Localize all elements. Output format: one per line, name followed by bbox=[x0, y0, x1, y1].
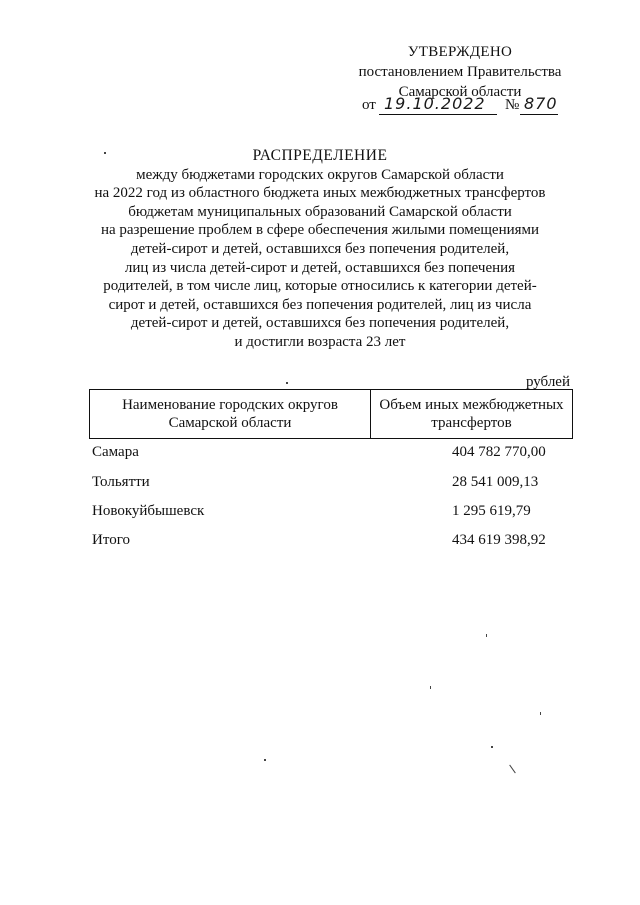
subtitle-line: детей-сирот и детей, оставшихся без попечения родителей, bbox=[130, 315, 510, 332]
scan-speck bbox=[286, 382, 288, 384]
handwritten-date: 19.10.2022 bbox=[384, 94, 486, 113]
table-row bbox=[92, 532, 572, 554]
header-district-name bbox=[90, 390, 370, 438]
approval-line-1: постановлением Правительства bbox=[358, 64, 562, 80]
subtitle-line: бюджетам муниципальных образований Самарской области bbox=[128, 203, 512, 220]
table-header bbox=[89, 389, 573, 439]
subtitle-line: между бюджетами городских округов Самарской области bbox=[136, 166, 504, 183]
document-title-block bbox=[60, 147, 580, 352]
scan-speck bbox=[509, 765, 516, 774]
scan-speck bbox=[264, 759, 266, 761]
table-row bbox=[92, 474, 572, 496]
row-value: 434 619 398,92 bbox=[452, 532, 546, 548]
subtitle-line: на разрешение проблем в сфере обеспечения жилыми помещениями bbox=[100, 222, 540, 239]
row-name: Самара bbox=[92, 444, 139, 460]
table-row bbox=[92, 444, 572, 466]
scan-speck bbox=[430, 686, 431, 689]
scan-speck bbox=[486, 634, 487, 637]
row-value: 404 782 770,00 bbox=[452, 444, 546, 460]
header-line: Наименование городских округов bbox=[122, 397, 338, 413]
row-name: Тольятти bbox=[92, 474, 150, 490]
approval-line-2: Самарской области bbox=[398, 84, 522, 100]
currency-unit: рублей bbox=[525, 374, 570, 390]
scan-speck bbox=[540, 712, 541, 715]
handwritten-number: 870 bbox=[524, 94, 558, 113]
date-prefix: от bbox=[362, 97, 376, 113]
subtitle-line: сирот и детей, оставшихся без попечения родителей, лиц из числа bbox=[108, 296, 532, 313]
row-name: Итого bbox=[92, 532, 130, 548]
subtitle-line: и достигли возраста 23 лет bbox=[234, 333, 406, 350]
subtitle-line: на 2022 год из областного бюджета иных межбюджетных трансфертов bbox=[94, 185, 546, 202]
header-line: трансфертов bbox=[431, 415, 512, 431]
header-line: Самарской области bbox=[168, 415, 292, 431]
subtitle-line: родителей, в том числе лиц, которые относились к категории детей- bbox=[103, 278, 537, 295]
document-title: РАСПРЕДЕЛЕНИЕ bbox=[252, 147, 388, 164]
table-row bbox=[92, 503, 572, 525]
header-line: Объем иных межбюджетных bbox=[379, 397, 564, 413]
approval-heading: УТВЕРЖДЕНО bbox=[407, 44, 513, 60]
approval-date-line bbox=[362, 96, 572, 118]
header-transfer-amount bbox=[370, 390, 572, 438]
scan-speck bbox=[491, 746, 493, 748]
approval-block bbox=[340, 42, 580, 102]
subtitle-line: детей-сирот и детей, оставшихся без попечения родителей, bbox=[130, 240, 510, 257]
row-name: Новокуйбышевск bbox=[92, 503, 205, 519]
subtitle-line: лиц из числа детей-сирот и детей, оставшихся без попечения bbox=[124, 259, 516, 276]
number-prefix: № bbox=[505, 97, 520, 113]
row-value: 28 541 009,13 bbox=[452, 474, 539, 490]
scan-speck bbox=[104, 152, 106, 154]
row-value: 1 295 619,79 bbox=[452, 503, 531, 519]
